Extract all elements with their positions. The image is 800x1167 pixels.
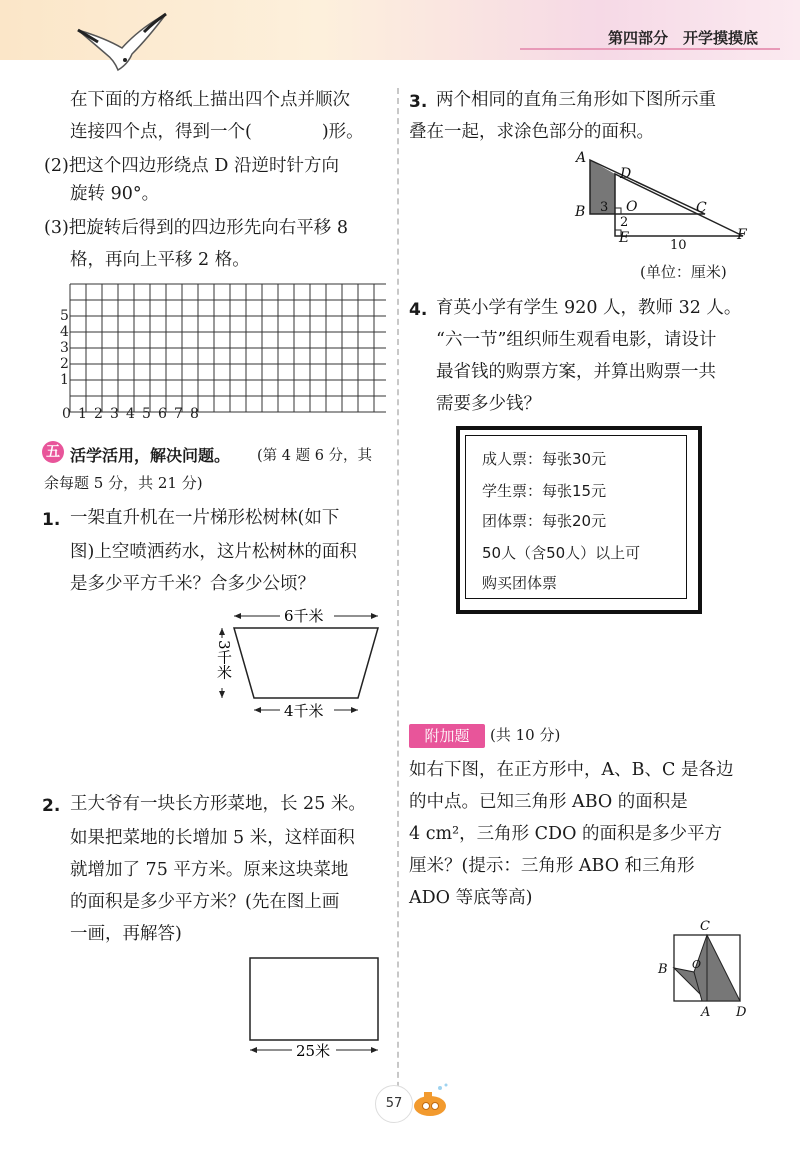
grid-x-label: 8 bbox=[190, 406, 199, 422]
text-line: 图)上空喷洒药水，这片松树林的面积 bbox=[70, 542, 357, 562]
text-line: (3)把旋转后得到的四边形先向右平移 8 bbox=[44, 218, 348, 238]
trapezoid-shape bbox=[234, 628, 378, 698]
arrowhead bbox=[371, 613, 378, 619]
point-label: E bbox=[619, 230, 630, 246]
seagull-icon bbox=[70, 8, 180, 78]
arrowhead bbox=[371, 1047, 378, 1053]
measure-label: 3 bbox=[600, 200, 609, 215]
rectangle-shape bbox=[250, 958, 378, 1040]
text-line: 王大爷有一块长方形菜地，长 25 米。 bbox=[70, 794, 366, 814]
text-line: 是多少平方千米？合多少公顷？ bbox=[70, 574, 315, 594]
text-line: 就增加了 75 平方米。原来这块菜地 bbox=[70, 860, 349, 880]
arrowhead bbox=[351, 707, 358, 713]
point-label: O bbox=[626, 199, 638, 215]
grid-x-label: 3 bbox=[110, 406, 119, 422]
section-score-note: 余每题 5 分，共 21 分) bbox=[44, 474, 203, 492]
text-line: 格，再向上平移 2 格。 bbox=[70, 250, 250, 270]
grid-y-label: 3 bbox=[60, 340, 69, 356]
grid-x-label: 2 bbox=[94, 406, 103, 422]
point-label: F bbox=[737, 227, 747, 243]
text-line: 叠在一起，求涂色部分的面积。 bbox=[409, 122, 654, 142]
length-label: 25米 bbox=[296, 1042, 331, 1060]
question-number: 2. bbox=[42, 796, 61, 816]
text-line: 旋转 90°。 bbox=[70, 184, 160, 204]
section-badge: 五 bbox=[42, 441, 64, 463]
grid-x-label: 0 bbox=[62, 406, 71, 422]
grid-x-label: 1 bbox=[78, 406, 87, 422]
point-label: D bbox=[736, 1005, 747, 1020]
square-figure bbox=[652, 915, 762, 1025]
text-line: 如果把菜地的长增加 5 米，这样面积 bbox=[70, 828, 355, 848]
right-angle-mark bbox=[615, 208, 621, 214]
bonus-badge: 附加题 bbox=[409, 724, 485, 748]
point-label: B bbox=[575, 204, 586, 220]
trapezoid-figure bbox=[210, 600, 390, 725]
text-line: 的中点。已知三角形 ABO 的面积是 bbox=[409, 792, 688, 812]
question-number: 1. bbox=[42, 510, 61, 530]
question-number: 3. bbox=[409, 92, 428, 112]
grid-y-label: 4 bbox=[60, 324, 69, 340]
point-label: A bbox=[701, 1005, 711, 1020]
question-number: 4. bbox=[409, 300, 428, 320]
text-line: “六一节”组织师生观看电影，请设计 bbox=[436, 330, 717, 350]
header-underline bbox=[520, 48, 780, 50]
text-line: 育英小学有学生 920 人，教师 32 人。 bbox=[436, 298, 742, 318]
column-divider bbox=[397, 88, 399, 1108]
arrowhead bbox=[234, 613, 241, 619]
text-line: 在下面的方格纸上描出四个点并顺次 bbox=[70, 90, 350, 110]
text-line: 一架直升机在一片梯形松树林(如下 bbox=[70, 508, 340, 528]
arrowhead bbox=[219, 628, 225, 635]
grid-y-label: 5 bbox=[60, 308, 69, 324]
text-line: 4 cm²，三角形 CDO 的面积是多少平方 bbox=[409, 824, 722, 844]
rectangle-figure bbox=[240, 950, 390, 1065]
bottom-length-label: 4千米 bbox=[284, 702, 324, 720]
arrowhead bbox=[250, 1047, 257, 1053]
text-line: (2)把这个四边形绕点 D 沿逆时针方向 bbox=[44, 156, 339, 176]
grid-paper bbox=[56, 280, 386, 430]
text-line: 的面积是多少平方米？(先在图上画 bbox=[70, 892, 340, 912]
measure-label: 2 bbox=[620, 215, 629, 230]
grid-y-label: 1 bbox=[60, 372, 69, 388]
arrowhead bbox=[219, 691, 225, 698]
measure-label: 10 bbox=[670, 238, 687, 253]
ticket-line: 团体票：每张20元 bbox=[482, 512, 607, 530]
grid-y-label: 2 bbox=[60, 356, 69, 372]
height-label: 3千米 bbox=[215, 640, 233, 680]
submarine-icon bbox=[404, 1082, 454, 1122]
header-title: 第四部分 开学摸摸底 bbox=[607, 29, 758, 47]
text-line: 一画，再解答) bbox=[70, 924, 182, 944]
point-label: A bbox=[576, 150, 587, 166]
text-line: 需要多少钱？ bbox=[436, 394, 541, 414]
grid-x-label: 7 bbox=[174, 406, 183, 422]
unit-note: (单位：厘米) bbox=[640, 263, 727, 281]
text-line: 连接四个点，得到一个( )形。 bbox=[70, 122, 364, 142]
grid-x-label: 5 bbox=[142, 406, 151, 422]
page-number: 57 bbox=[375, 1085, 413, 1123]
point-label: C bbox=[696, 200, 707, 216]
point-label: D bbox=[620, 166, 632, 182]
text-line: ADO 等底等高) bbox=[409, 888, 533, 908]
ticket-line: 购买团体票 bbox=[482, 574, 558, 592]
point-label: B bbox=[658, 962, 668, 977]
ticket-line: 学生票：每张15元 bbox=[482, 482, 607, 500]
grid-x-label: 6 bbox=[158, 406, 167, 422]
point-label: C bbox=[700, 919, 710, 934]
arrowhead bbox=[254, 707, 261, 713]
text-line: 厘米？(提示：三角形 ABO 和三角形 bbox=[409, 856, 695, 876]
text-line: 两个相同的直角三角形如下图所示重 bbox=[436, 90, 716, 110]
ticket-line: 50人（含50人）以上可 bbox=[482, 544, 641, 562]
triangle-figure bbox=[570, 150, 755, 255]
section-score-note: (第 4 题 6 分，其 bbox=[257, 448, 373, 464]
section-title: 活学活用，解决问题。 bbox=[70, 446, 231, 465]
top-length-label: 6千米 bbox=[284, 607, 324, 625]
ticket-line: 成人票：每张30元 bbox=[482, 450, 607, 468]
point-label: O bbox=[692, 958, 702, 971]
text-line: 最省钱的购票方案，并算出购票一共 bbox=[436, 362, 716, 382]
grid-x-label: 4 bbox=[126, 406, 135, 422]
bonus-points: (共 10 分) bbox=[490, 726, 561, 744]
text-line: 如右下图，在正方形中，A、B、C 是各边 bbox=[409, 760, 734, 780]
